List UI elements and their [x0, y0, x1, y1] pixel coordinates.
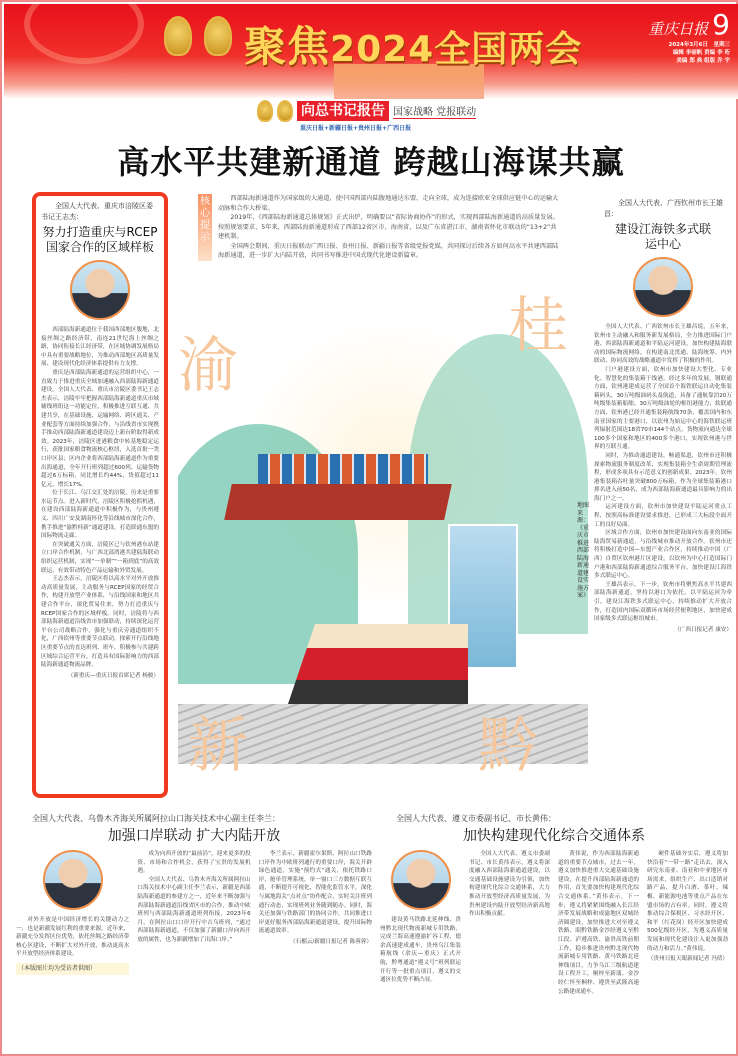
article-paragraph: 建设黄马铁路北延伸线、贵州黔北现代物流新城专用铁路，完成兰海高速遵渝扩容工程，德余高速建成通车，贵州乌江集装箱航线（余庆—重庆）正式开航，黔粤通道“遵义号”班列联运开行等一批重点项目，遵义的交通区位优势不断凸显。	[380, 917, 461, 984]
article-paragraph: 重庆是西部陆海新通道的运营组织中心，一直致力于推进重庆全域加速融入西部陆海新通道建设。全国人大代表、重庆市涪陵区委书记王志杰表示，涪陵牢牢把握西部陆海新通道重庆市域辅线班组这一功能定位，积极推进互联互通、共建共享，在基础设施、运输网络、跨区通关、产业配套等方面持续加强合作，与沿线省市实现携手推动西部陆海新通道建设迈上新台阶取得新成效。2023年，涪陵区进港粮食中转基地稳定运行，获批国家粮食物流核心枢纽，入选首批一类口岸区县；区内企业将西部陆海新通道作为重要出海通道，全年开行班列超过600列、运输货物超过6万标箱，同比增长约44%，货值超过11亿元，增长17%。	[41, 369, 159, 488]
issue-date: 2024年3月6日 星期三	[668, 42, 730, 48]
article-paragraph: 运河建设方面，钦州市加快建设平陆运河重点工程，按照高标准建设要求推进，已形成三大标段全面开工的良好局面。	[594, 504, 732, 528]
portrait-photo	[633, 257, 693, 317]
cppcc-emblem-icon	[277, 100, 293, 122]
article-paragraph: 西部陆海新通道位于我国西部地区腹地，北接丝绸之路经济带，南连21世纪海上丝绸之路，协同衔接长江经济带，在区域协调发展格局中具有重要战略地位，为推动西部地区高质量发展、建设现代化经济体系提供有力支撑。	[41, 327, 159, 368]
illustration-corridor	[178, 274, 588, 795]
interviewee: 全国人大代表、乌鲁木齐海关所属阿拉山口海关技术中心副主任李兰：	[32, 814, 280, 823]
page-number: 9	[712, 8, 730, 41]
core-tip-paragraph: 西部陆海新通道作为国家级的大通道，使中国西部内陆腹地通达东盟、走向全球，成为连接欧亚全球供应链中心的运输大动脉和合作大桥梁。	[218, 195, 559, 212]
national-emblem-icon	[164, 16, 192, 56]
article-paragraph: 成为向西开放的“最前沿”，迎来更多的投资、市场和合作机会，获得了宝贵的发展机遇。	[137, 851, 251, 875]
byline: （石榴云/新疆日报记者 陈蓉蓉）	[290, 938, 372, 945]
article-title: 努力打造重庆与RCEP国家合作的区域样板	[42, 225, 158, 254]
article-paragraph: 黄伟说，作为西部陆海新通道的重要节点城市，过去一年，遵义加快推进重大交通基础设施建设，在提升西部陆海新通道的作用，首先要加快构建现代化综合交通体系。”黄伟表示，下一步，遵义将紧紧围绕融入长江经济带发展战略和成渝地区双城经济圈建设，加快推进大对至遵义铁路、昭黔铁路金沙经遵义至黔江段、泸遵高铁、渝贵高铁前期工作，稳步推进贵州黔北现代物流新城专用铁路、黄马铁路北延伸线项目，力争乌江三级航道建设工程开工，桐梓至新蒲、金沙经仁怀至桐梓、遵贵至武隆高速公路建成通车。	[558, 851, 639, 995]
byline: （广西日报记者 康安）	[674, 626, 732, 633]
photo-credit: （本版图片均为受访者供图）	[16, 963, 129, 975]
staff-line-1: 编辑 李丽帆 责编 李 珩	[672, 50, 730, 56]
masthead	[648, 8, 730, 65]
article-paragraph: 全国人大代表、乌鲁木齐海关所属阿拉山口海关技术中心副主任李兰表示，新疆是西部陆海新通道的参建方之一，近年来不断加强与西部陆海新通道沿线省区市的合作，推动中欧班列与西部陆海新通道班列衔接，2023年6月，在阿拉山口口岸开行中吉乌班列，“通过西部陆海新通道，不仅加强了新疆口岸向西开放的属性，也为新疆增加了出海口岸。”	[137, 876, 251, 943]
byline: （贵州日报天眼新闻记者 冯倩）	[647, 956, 728, 963]
masthead-logo: 重庆日报	[648, 20, 709, 38]
interviewee: 全国人大代表、遵义市委副书记、市长黄伟：	[396, 814, 556, 823]
cargo-ship	[224, 484, 452, 520]
container-stack	[258, 454, 428, 484]
art-char: 渝	[178, 331, 238, 401]
banner-title	[244, 14, 582, 74]
cppcc-emblem-icon	[204, 16, 232, 56]
article-title: 建设江海铁多式联运中心	[614, 222, 711, 251]
staff-line-2: 美编 郑 典 组版 乔 宇	[676, 58, 730, 64]
freight-train	[288, 624, 468, 704]
article-paragraph: 全国人大代表、广西钦州市长王雄昌说，五年来，钦州市主动融入和服务新发展格局，全力推进国际门户港、西部陆海新通道和平陆运河建设，加快构建陆海联动的国际物流网络，在构建南北贯通、陆海统筹、内外联动、协同高效的战略通道中发挥了积极的作用。	[594, 324, 732, 365]
section-header	[257, 100, 476, 122]
byline: （新重庆—重庆日报首席记者 杨骏）	[67, 672, 159, 679]
core-tip	[198, 194, 562, 261]
header-banner	[4, 4, 738, 99]
interviewee: 全国人大代表、重庆市涪陵区委书记王志杰：	[41, 202, 153, 221]
article-paragraph: 位于长江、乌江交汇处的涪陵，历来是重要水运节点。进入新时代，涪陵区积极抢抓机遇，在建设西部陆海新通道中积极作为，与贵州遵义、四川广安及湖南怀化等沿线城市深化合作，携手推进“渝黔桂新”通道建设，打造联通东盟的国际物流走廊。	[41, 490, 159, 540]
core-tip-label: 核心提示	[198, 194, 212, 261]
article-paragraph: 门户港建设方面，钦州市加快建设大型化、专业化、智慧化的集装箱干线港。经过多年的发展，钢联通方面，钦州港建成运营了全国首个海铁联运自动化集装箱码头，30万吨级油码头及航道，具备了通航靠泊20万吨级集装箱船舶、30万吨级油轮的枢纽港能力；软联通方面，钦州港已经开通集装箱航线70条，覆盖国内和东南亚国家的主要港口，以钦州为始运中心的海铁联运班列辐射范围达18省70市144个站点，货物流向通达全球100多个国家和地区的400多个港口，实现钦州港与世界的互联互通。	[594, 366, 732, 451]
section-subtag: 国家战略 党报联动	[393, 103, 476, 119]
art-char: 桂	[508, 291, 568, 361]
interviewee: 全国人大代表、广西钦州市长王雄昌：	[604, 199, 723, 218]
art-char: 黔	[478, 711, 538, 781]
article-title: 加强口岸联动 扩大内陆开放	[107, 828, 281, 844]
article-paragraph: 区域合作方面，钦州市加快建设面向东南亚的国际陆海贸易新通道，与沿线城市推动开放合作。钦州市还将积极打造中国—东盟产业合作区，持续推动中国（广西）自贸区钦州港片区建设，以钦州为中心打造国际门户港和西部陆海新通道综合服务平台，加快建设江海铁多式联运中心。	[594, 530, 732, 580]
article-guangxi	[594, 198, 732, 798]
core-tip-paragraph: 全国两会期间，重庆日报联动广西日报、贵州日报、新疆日报等省级党报党媒，共同探讨后续各方如何高水平共建西部陆海新通道，进一步扩大内陆开放，共同书写推进中国式现代化建设新篇章。	[218, 242, 559, 259]
article-paragraph: 对外开放是中国经济增长的关键动力之一，也是新疆发展红利的重要来源。近年来，新疆充分发挥区位优势，依托丝绸之路经济带核心区建设，不断扩大对外开放，推动更高水平开放型经济体系建设。	[16, 917, 130, 958]
portrait-photo	[43, 850, 103, 910]
article-paragraph: 同时，为推动通道建设、畅通渠道，钦州市还积极探索物流服务制度改革，实现集装箱全生命周期管理流程，形成多项具有示范意义的创新成果。2023年，钦州港集装箱吞吐量突破800万标箱，作为全球集装箱港口排名进入前50名，成为西部陆海新通道最具影响力的出海门户之一。	[594, 452, 732, 502]
art-char: 新	[188, 711, 248, 781]
partner-papers: 重庆日报+新疆日报+贵州日报+广西日报	[300, 125, 412, 132]
section-tag: 向总书记报告	[297, 101, 389, 121]
article-xinjiang	[16, 806, 372, 1042]
article-chongqing	[32, 192, 168, 798]
core-tip-paragraph: 2019年，《西部陆海新通道总体规划》正式出炉，明确要以“省际协商协作”的形式，实现西部陆海新通道的高质量发展。按照规划要求，5年来，西部陆海新通道形成了西部12省区市、海南省，以及广东省湛江市、湖南省怀化市联动的“13+2”共建机制。	[218, 214, 559, 240]
article-title: 加快构建现代化综合交通体系	[463, 828, 645, 844]
article-paragraph: 王雄昌表示，下一步，钦州市将聚焦高水平共建西部陆海新通道，坚持以港口为依托，以平陆运河为牵引，建设江海铁多式联运中心，持续推动扩大开放合作，打造国内国际双循环市场经营便利地区，加快建成国家级多式联运枢纽城市。	[594, 581, 732, 623]
banner-title-text: 2024全国两会	[330, 29, 583, 70]
page-headline: 高水平共建新通道 跨越山海谋共赢	[117, 143, 625, 181]
article-zunyi	[380, 806, 728, 1042]
portrait-photo	[391, 850, 451, 910]
article-paragraph: 王志杰表示，涪陵区将以高水平对外开放推动高质量发展，主动服务与RCEP国家的经贸合作，构建开放型产业体系，与沿线国家和地区共建合作平台，深化贸易往来，努力打造重庆与RCEP国家合作的区域样板。同时，涪陵将与西部陆海新通道沿线省市加强联动，持续深化运营平台公司战略合作，强化与重庆旁通道组织不化，广西钦州等重要节点联动，探索开行沿线地区重要节点的直达班列、班车，积极参与共建跨区域综合运营平台，打造具有国际影响力的西部陆海新通道物流品牌。	[41, 576, 159, 669]
article-paragraph: 全国人大代表、遵义市委副书记、市长黄伟表示，遵义将深度融入西部陆海新通道建设，以交通基础设施建设为引领，加快构建现代化综合交通体系，大力推动开放型经济高质量发展，为贵州建设内陆开放型经济新高地作出积极贡献。	[469, 851, 550, 918]
portrait-photo	[70, 260, 130, 320]
banner-title-prefix: 聚焦	[244, 22, 331, 71]
article-paragraph: 李兰表示，新疆霍尔果斯、阿拉山口铁路口岸作为中欧班列通行的重要口岸，海关开辟绿色通道，实施“预约式”通关，依托铁路口岸，舱单管理系统，单一窗口三方数据互联互通，不断提升可视化，智能化监管水平，深化与属地海关“点对点”协作配合，实时关注班列通行动态，实现班列业务随到随办。同时，海关还加强与铁路部门的协同合作，共同推进口岸更好服务西部陆海新通道建设，提升国际物流通道效率。	[258, 851, 372, 935]
map-caption: 地图来源：《重庆市推进西部陆海新通道建设实施方案》	[577, 502, 590, 599]
national-emblem-icon	[257, 100, 273, 122]
decorative-rings	[24, 4, 144, 64]
article-paragraph: 在突破通关方面，涪陵区已与钦州港东站建立口岸合作机制，与广西北部湾港共建陆海联动组织运营机制，实现“一单制”“一箱到底”的高效联运，有效带动特色产品运输和外贸发展。	[41, 541, 159, 574]
article-paragraph: 硬件基础夯实后，遵义将加快沿着“一带一路”走出去，深入研究东南亚、南亚和中亚地区市场需求，组织生产、出口适销对路产品，提升白酒、茶叶、辣椒、新能源电池等重点产品在东盟市场的占有率。同时，遵义将推动综合保税区、习水经开区、和平（红花岗）经开区加快建成500亿级经开区，为遵义高质量发展和现代化建设注入更加强劲的动力和活力。”黄伟说。	[647, 851, 728, 952]
